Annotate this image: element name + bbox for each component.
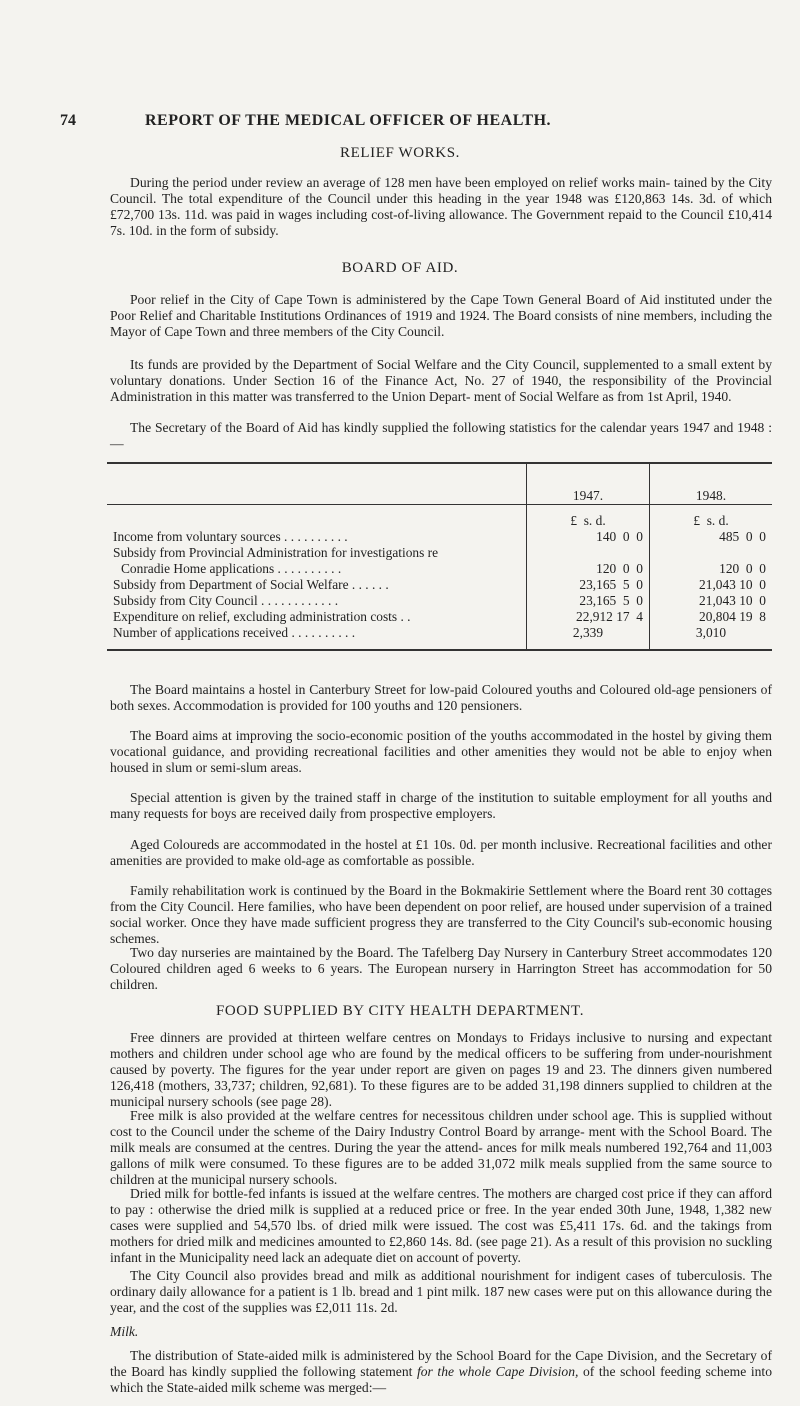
value-1948: 120 0 0 <box>650 561 773 577</box>
milk-paragraph-part-1: The distribution of State-aided milk is administered by the School Board for the Cape Division, and the Secretary of the Board has kindly supplied the following statement <box>110 1348 772 1379</box>
row-label: Subsidy from Provincial Administration for investigations re <box>113 545 439 560</box>
hostel-paragraph-6: Two day nurseries are maintained by the Board. The Tafelberg Day Nursery in Canterbury Street accommodates 120 Coloured children aged 6 weeks to 6 years. The European nursery in Harrington Street has accommodation for 50 children. <box>110 945 772 992</box>
milk-paragraph-italic: for the whole Cape Division, <box>416 1364 579 1379</box>
units-1948: £ s. d. <box>650 505 773 530</box>
value-1947 <box>527 545 650 561</box>
table-row <box>107 609 772 625</box>
table-row <box>107 529 772 545</box>
value-1948: 20,804 19 8 <box>650 609 773 625</box>
hostel-paragraph-5: Family rehabilitation work is continued by the Board in the Bokmakirie Settlement where the Board rent 30 cottages from the City Council. Here families, who have been dependent on poor relief, are housed under supervision of a trained social worker. Once they have made sufficient progress they are transferred to the City Council's sub-economic housing schemes. <box>110 883 772 946</box>
table-row <box>107 625 772 650</box>
value-1947: 2,339 <box>527 625 650 650</box>
hostel-paragraph-1: The Board maintains a hostel in Canterbury Street for low-paid Coloured youths and Coloured old-age pensioners of both sexes. Accommodation is provided for 100 youths and 120 pensioners. <box>110 682 772 713</box>
table-row <box>107 577 772 593</box>
hostel-paragraph-2: The Board aims at improving the socio-economic position of the youths accommodated in the hostel by giving them vocational guidance, and providing recreational facilities and other amenities they would not be able to enjoy when housed in slum or semi-slum areas. <box>110 728 772 775</box>
value-1948 <box>650 545 773 561</box>
table-header-row <box>107 463 772 505</box>
hostel-paragraph-3: Special attention is given by the trained staff in charge of the institution to suitable employment for all youths and many requests for boys are received daily from prospective employers. <box>110 790 772 821</box>
food-supplied-heading: FOOD SUPPLIED BY CITY HEALTH DEPARTMENT. <box>215 1003 585 1019</box>
food-paragraph-2: Free milk is also provided at the welfare centres for necessitous children under school age. This is supplied without cost to the Council under the scheme of the Dairy Industry Control Board by arrange- ment with the School Board. The milk meals are consumed at the centres. During the year the attend- ances for milk meals numbered 192,764 and 11,003 gallons of milk were consumed. To these figures are to be added 31,072 milk meals supplied from the same source to children at the municipal nursery schools. <box>110 1108 772 1187</box>
milk-paragraph-part-3: of the school feeding scheme into which the State-aided milk scheme was merged:— <box>110 1364 772 1395</box>
value-1947: 22,912 17 4 <box>527 609 650 625</box>
food-paragraph-4: The City Council also provides bread and milk as additional nourishment for indigent cases of tuberculosis. The ordinary daily allowance for a patient is 1 lb. bread and 1 pint milk. 187 new cases were put on this allowance during the year, and the cost of the supplies was £2,011 11s. 2d. <box>110 1268 772 1315</box>
board-of-aid-statistics-table <box>107 462 772 651</box>
row-label: Subsidy from City Council . . . . . . . . . . . . <box>113 593 339 608</box>
board-of-aid-heading: BOARD OF AID. <box>341 260 459 276</box>
value-1948: 21,043 10 0 <box>650 593 773 609</box>
column-header-1948: 1948. <box>650 463 773 505</box>
table-row <box>107 545 772 561</box>
row-label: Income from voluntary sources . . . . . . . . . . <box>113 529 348 544</box>
value-1947: 23,165 5 0 <box>527 593 650 609</box>
value-1948: 21,043 10 0 <box>650 577 773 593</box>
value-1947: 140 0 0 <box>527 529 650 545</box>
page-header <box>60 112 760 136</box>
row-label: Subsidy from Department of Social Welfare . . . . . . <box>113 577 389 592</box>
table-row <box>107 561 772 577</box>
page-number: 74 <box>60 112 76 129</box>
relief-works-heading: RELIEF WORKS. <box>339 145 461 161</box>
row-label: Conradie Home applications . . . . . . . . . . <box>121 561 342 576</box>
table-units-row <box>107 505 772 530</box>
table-header-blank <box>107 463 527 505</box>
board-of-aid-paragraph-1: Poor relief in the City of Cape Town is administered by the Cape Town General Board of Aid instituted under the Poor Relief and Charitable Institutions Ordinances of 1919 and 1924. The Board consists of nine members, including the Mayor of Cape Town and three members of the City Council. <box>110 292 772 339</box>
food-paragraph-3: Dried milk for bottle-fed infants is issued at the welfare centres. The mothers are charged cost price if they can afford to pay : otherwise the dried milk is supplied at a reduced price or free. In the year ended 30th June, 1948, 1,382 new cases were supplied and 54,570 lbs. of dried milk were issued. The cost was £5,411 17s. 6d. and the takings from mothers for dried milk and medicines amounted to £2,860 14s. 8d. (see page 21). As a result of this provision no suckling infant in the Municipality need lack an adequate diet on account of poverty. <box>110 1186 772 1265</box>
board-of-aid-paragraph-3: The Secretary of the Board of Aid has kindly supplied the following statistics for the calendar years 1947 and 1948 :— <box>110 420 772 451</box>
units-1947: £ s. d. <box>527 505 650 530</box>
hostel-paragraph-4: Aged Coloureds are accommodated in the hostel at £1 10s. 0d. per month inclusive. Recreational facilities and other amenities are provided to make old-age as comfortable as possible. <box>110 837 772 868</box>
relief-works-paragraph: During the period under review an average of 128 men have been employed on relief works main- tained by the City Council. The total expenditure of the Council under this heading in the year 1948 was £120,863 14s. 3d. of which £72,700 13s. 11d. was paid in wages including cost-of-living allowance. The Government repaid to the Council £10,414 7s. 10d. in the form of subsidy. <box>110 175 772 238</box>
board-of-aid-paragraph-2: Its funds are provided by the Department of Social Welfare and the City Council, supplemented to a small extent by voluntary donations. Under Section 16 of the Finance Act, No. 27 of 1940, the responsibility of the Provincial Administration in this matter was transferred to the Union Depart- ment of Social Welfare as from 1st April, 1940. <box>110 357 772 404</box>
column-header-1947: 1947. <box>527 463 650 505</box>
running-head: REPORT OF THE MEDICAL OFFICER OF HEALTH. <box>145 112 552 129</box>
value-1948: 3,010 <box>650 625 773 650</box>
value-1948: 485 0 0 <box>650 529 773 545</box>
milk-paragraph <box>110 1348 772 1396</box>
value-1947: 120 0 0 <box>527 561 650 577</box>
row-label: Number of applications received . . . . . . . . . . <box>113 625 356 640</box>
row-label: Expenditure on relief, excluding administration costs . . <box>113 609 411 624</box>
units-label-blank <box>107 505 527 530</box>
milk-subheading: Milk. <box>110 1324 139 1339</box>
table-row <box>107 593 772 609</box>
value-1947: 23,165 5 0 <box>527 577 650 593</box>
food-paragraph-1: Free dinners are provided at thirteen welfare centres on Mondays to Fridays inclusive to nursing and expectant mothers and children under school age who are found by the medical officers to be suffering from under-nourishment caused by poverty. The figures for the year under report are given on pages 19 and 23. The dinners given numbered 126,418 (mothers, 33,737; children, 92,681). To these figures are to be added 31,198 dinners supplied to children at the municipal nursery schools (see page 28). <box>110 1030 772 1109</box>
